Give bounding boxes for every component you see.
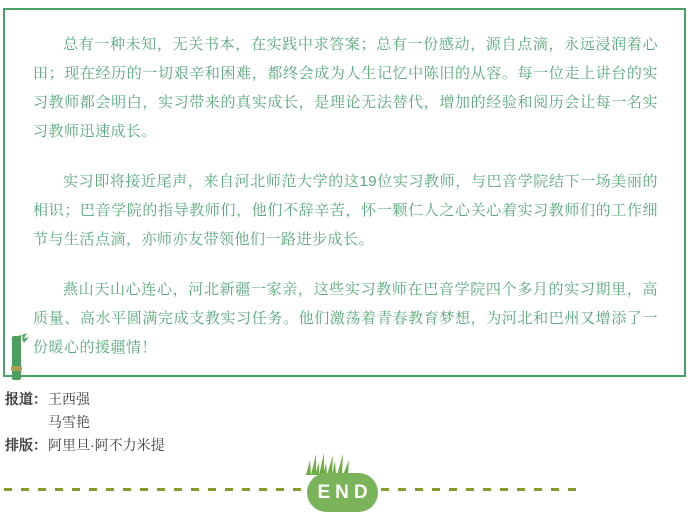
article-paragraph-2: 实习即将接近尾声，来自河北师范大学的这19位实习教师，与巴音学院结下一场美丽的相识；巴音学院的指导教师们，他们不辞辛苦，怀一颗仁人之心关心着实习教师们的工作细节与生活点滴，亦师亦友带领他们一路进步成长。 [33,173,658,248]
credit-label: 报道： [5,391,47,407]
end-label: END [317,481,373,503]
credits-block [5,388,165,457]
footer [0,451,692,517]
article-paragraph-1: 总有一种未知，无关书本，在实践中求答案；总有一份感动，源自点滴，永远浸润着心田；现在经历的一切艰辛和困难，都终会成为人生记忆中陈旧的从容。每一位走上讲台的实习教师都会明白，实习带来的真实成长，是理论无法替代，增加的经验和阅历会让每一名实习教师迅速成长。 [33,36,658,140]
article-paragraph-3: 燕山天山心连心，河北新疆一家亲，这些实习教师在巴音学院四个多月的实习期里，高质量、高水平圆满完成支教实习任务。他们激荡着青春教育梦想，为河北和巴州又增添了一份暖心的援疆情！ [33,281,658,356]
credit-name: 马雪艳 [48,414,90,430]
credit-line-report-2 [5,411,165,434]
credit-name: 阿里旦·阿不力米提 [48,437,165,453]
credit-line-report [5,388,165,411]
grass-icon [306,453,350,475]
end-badge [307,473,378,512]
dashed-divider-left [4,488,303,491]
credit-name: 王西强 [48,391,90,407]
dashed-divider-right [381,488,584,491]
bamboo-icon [8,333,30,381]
credit-label: 排版： [5,437,47,453]
article-box [3,8,686,377]
